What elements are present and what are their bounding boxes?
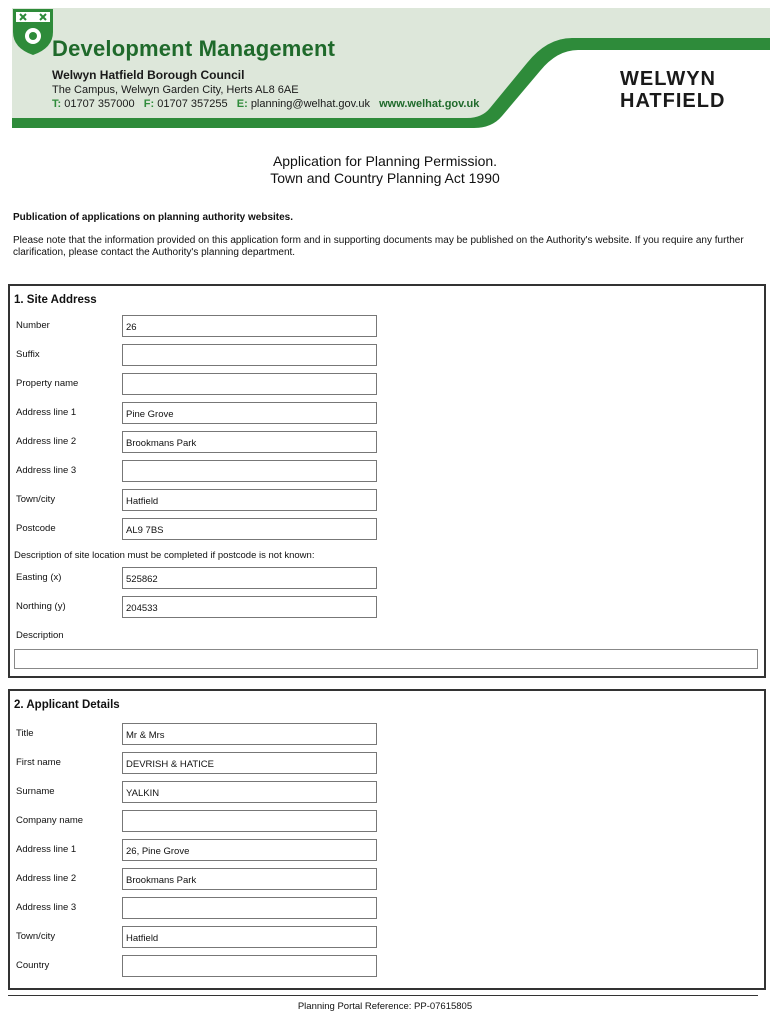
fax-number: 01707 357255	[157, 98, 228, 110]
field-label: Surname	[16, 786, 55, 797]
council-address: The Campus, Welwyn Garden City, Herts AL8 6AE	[52, 84, 299, 96]
site-address-line3-field[interactable]	[122, 460, 377, 482]
location-note: Description of site location must be completed if postcode is not known:	[14, 550, 315, 561]
field-label: Property name	[16, 378, 79, 389]
logo-line-1: WELWYN	[620, 68, 716, 90]
field-label: Address line 2	[16, 436, 77, 447]
tel-number: 01707 357000	[64, 98, 135, 110]
field-label: Company name	[16, 815, 84, 826]
applicant-surname-field[interactable]: YALKIN	[122, 781, 377, 803]
portal-reference: Planning Portal Reference: PP-07615805	[297, 1001, 473, 1012]
council-shield-icon	[12, 8, 54, 56]
easting-field[interactable]: 525862	[122, 567, 377, 589]
site-address-section	[8, 284, 766, 678]
section-heading: 2. Applicant Details	[14, 699, 120, 711]
logo-line-2: HATFIELD	[620, 90, 726, 112]
site-address-line1-field[interactable]: Pine Grove	[122, 402, 377, 424]
field-label: Town/city	[16, 494, 56, 505]
field-label: Address line 3	[16, 902, 77, 913]
contact-line	[52, 98, 479, 110]
fax-label: F:	[143, 98, 155, 110]
field-label: Country	[16, 960, 50, 971]
applicant-address-line3-field[interactable]	[122, 897, 377, 919]
logo-wordmark	[620, 68, 725, 112]
site-number-field[interactable]: 26	[122, 315, 377, 337]
website-link[interactable]: www.welhat.gov.uk	[379, 98, 480, 110]
field-label: First name	[16, 757, 61, 768]
document-title: Application for Planning Permission.	[272, 153, 498, 169]
site-property-name-field[interactable]	[122, 373, 377, 395]
field-label: Postcode	[16, 523, 56, 534]
site-postcode-field[interactable]: AL9 7BS	[122, 518, 377, 540]
site-suffix-field[interactable]	[122, 344, 377, 366]
field-label: Address line 3	[16, 465, 77, 476]
field-label: Title	[16, 728, 34, 739]
field-label: Address line 1	[16, 844, 77, 855]
applicant-first-name-field[interactable]: DEVRISH & HATICE	[122, 752, 377, 774]
field-label: Number	[16, 320, 50, 331]
email-label: E:	[236, 98, 248, 110]
northing-field[interactable]: 204533	[122, 596, 377, 618]
applicant-details-section	[8, 689, 766, 990]
applicant-title-field[interactable]: Mr & Mrs	[122, 723, 377, 745]
field-label: Easting (x)	[16, 572, 62, 583]
applicant-address-line1-field[interactable]: 26, Pine Grove	[122, 839, 377, 861]
publication-text: Please note that the information provided on this application form and in supporting documents may be published on the Authority's website. If you require any further clarification, please contact the Authority's planning department.	[13, 235, 744, 258]
banner-title: Development Management	[52, 36, 336, 61]
field-label: Address line 2	[16, 873, 77, 884]
publication-heading: Publication of applications on planning authority websites.	[13, 212, 294, 223]
header-banner	[12, 8, 770, 132]
section-heading: 1. Site Address	[14, 294, 97, 306]
footer-divider	[8, 995, 758, 996]
site-address-line2-field[interactable]: Brookmans Park	[122, 431, 377, 453]
applicant-town-field[interactable]: Hatfield	[122, 926, 377, 948]
description-label: Description	[16, 630, 64, 641]
document-subtitle: Town and Country Planning Act 1990	[270, 170, 500, 186]
description-field[interactable]	[14, 649, 758, 669]
field-label: Suffix	[16, 349, 40, 360]
field-label: Northing (y)	[16, 601, 66, 612]
field-label: Town/city	[16, 931, 56, 942]
applicant-country-field[interactable]	[122, 955, 377, 977]
council-name: Welwyn Hatfield Borough Council	[52, 68, 245, 82]
site-town-field[interactable]: Hatfield	[122, 489, 377, 511]
applicant-address-line2-field[interactable]: Brookmans Park	[122, 868, 377, 890]
applicant-company-field[interactable]	[122, 810, 377, 832]
tel-label: T:	[52, 98, 62, 110]
field-label: Address line 1	[16, 407, 77, 418]
email-address: planning@welhat.gov.uk	[250, 98, 371, 110]
